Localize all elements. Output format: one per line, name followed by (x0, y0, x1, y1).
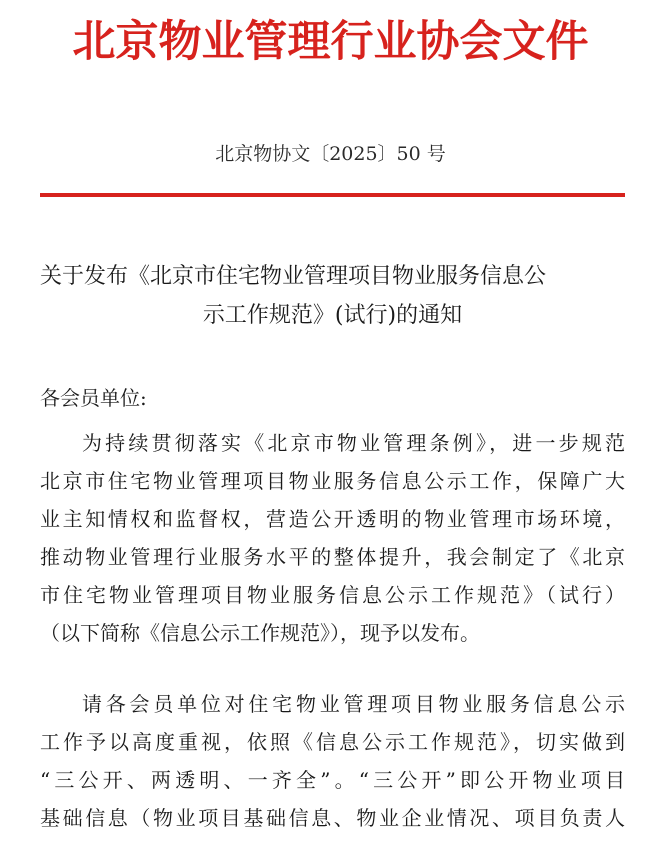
salutation: 各会员单位: (40, 386, 147, 410)
paragraph-line: 请各会员单位对住宅物业管理项目物业服务信息公示 (82, 692, 625, 716)
subject-line-2: 示工作规范》(试行)的通知 (202, 303, 463, 328)
paragraph-line: “三公开、两透明、一齐全”。“三公开”即公开物业项目 (40, 768, 625, 792)
red-divider-line (40, 193, 625, 197)
paragraph-line: 为持续贯彻落实《北京市物业管理条例》，进一步规范 (82, 431, 625, 455)
paragraph-line: 业主知情权和监督权，营造公开透明的物业管理市场环境， (40, 507, 625, 531)
body-paragraph-2 (40, 685, 625, 837)
org-document-header: 北京物业管理行业协会文件 (72, 17, 589, 67)
document-number: 北京物协文〔2025〕50 号 (215, 143, 446, 165)
paragraph-line: （以下简称《信息公示工作规范》），现予以发布。 (40, 621, 480, 645)
paragraph-line: 北京市住宅物业管理项目物业服务信息公示工作，保障广大 (40, 469, 625, 493)
paragraph-line: 市住宅物业管理项目物业服务信息公示工作规范》（试行） (40, 583, 625, 607)
subject-line-1: 关于发布《北京市住宅物业管理项目物业服务信息公 (40, 264, 547, 289)
paragraph-line: 工作予以高度重视，依照《信息公示工作规范》，切实做到 (40, 730, 625, 754)
paragraph-line: 基础信息（物业项目基础信息、物业企业情况、项目负责人 (40, 806, 625, 830)
body-paragraph-1 (40, 424, 625, 652)
notice-subject-title (40, 257, 625, 335)
paragraph-line: 推动物业管理行业服务水平的整体提升，我会制定了《北京 (40, 545, 625, 569)
